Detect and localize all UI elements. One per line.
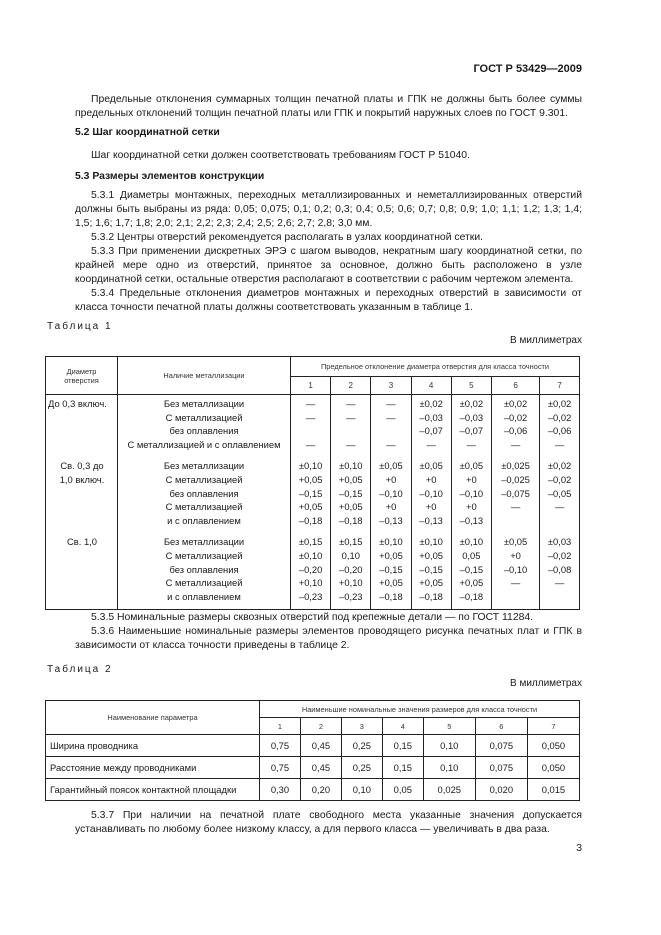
value-line: –0,15: [419, 563, 443, 575]
header-diameter: Диаметр отверстия: [46, 357, 118, 395]
metallization-line: и с оплавлением: [167, 514, 241, 526]
value-line: –0,075: [501, 487, 530, 499]
value-line: –0,15: [459, 563, 484, 575]
value-cell: [411, 457, 451, 533]
value-line: ±0,10: [459, 536, 484, 548]
class-header: 1: [291, 377, 331, 395]
value-line: +0,10: [298, 577, 323, 589]
value-line: +0: [385, 473, 397, 485]
value-line: [492, 590, 539, 604]
class-header: 6: [491, 377, 539, 395]
value-cell: [491, 457, 539, 533]
metallization-line: С металлизацией и с оплавлением: [127, 438, 281, 450]
value-line: —: [510, 438, 521, 450]
paragraph-5-3-4: 5.3.4 Предельные отклонения диаметров монтажных и переходных отверстий в зависимости от класса точности печатной платы должны соответствовать указанным в таблице 1.: [75, 288, 582, 313]
value-line: +0,05: [459, 577, 484, 589]
value-line: —: [386, 411, 396, 423]
value-line: –0,02: [547, 473, 572, 485]
value-line: —: [426, 438, 436, 450]
value-cell: [491, 395, 539, 458]
paragraph-5-3-2: 5.3.2 Центры отверстий рекомендуется располагать в узлах координатной сетки.: [91, 232, 484, 243]
class-header: 2: [331, 377, 371, 395]
table-2: [45, 700, 580, 801]
value-line: –0,18: [379, 590, 403, 602]
class-header: 5: [423, 718, 475, 735]
table-1-unit: В миллиметрах: [510, 335, 582, 346]
value-line: –0,15: [298, 487, 323, 499]
value-cell: [540, 533, 580, 609]
value-line: +0: [385, 501, 397, 513]
value-cell: [291, 457, 331, 533]
table-2-caption: Таблица 2: [47, 664, 113, 675]
value-cell: [540, 457, 580, 533]
value-line: +0: [425, 501, 437, 513]
value-cell: [451, 395, 491, 458]
metallization-cell: [118, 457, 291, 533]
value-line: —: [466, 438, 477, 450]
value-line: –0,23: [298, 590, 323, 602]
metallization-line: С металлизацией: [165, 577, 243, 589]
value-line: [291, 424, 330, 438]
value-line: –0,08: [547, 563, 572, 575]
value-line: –0,10: [459, 487, 484, 499]
value-line: –0,18: [459, 590, 484, 602]
value-line: [540, 590, 579, 604]
value-cell: 0,015: [527, 779, 579, 801]
value-line: —: [554, 577, 565, 589]
value-line: –0,10: [419, 487, 443, 499]
value-cell: [411, 395, 451, 458]
value-cell: [291, 533, 331, 609]
diameter-cell: [46, 457, 118, 533]
class-header: 4: [411, 377, 451, 395]
value-line: ±0,02: [547, 398, 572, 409]
value-line: –0,15: [339, 487, 363, 499]
metallization-line: С металлизацией: [165, 473, 243, 485]
value-cell: 0,10: [423, 757, 475, 779]
value-line: ±0,05: [419, 460, 443, 472]
value-line: ±0,03: [547, 536, 572, 548]
diameter-line: Св. 0,3 до: [60, 460, 104, 472]
value-line: +0: [465, 473, 477, 485]
class-header: 3: [371, 377, 411, 395]
value-line: 0,05: [462, 549, 481, 561]
value-cell: [451, 457, 491, 533]
page-number: 3: [576, 843, 582, 854]
metallization-line: С металлизацией: [165, 411, 243, 423]
document-id: ГОСТ Р 53429—2009: [473, 63, 582, 75]
value-line: –0,02: [547, 411, 572, 423]
value-cell: [291, 395, 331, 458]
table-1-caption: Таблица 1: [47, 321, 113, 332]
class-header: 1: [260, 718, 301, 735]
value-cell: [451, 533, 491, 609]
value-line: –0,03: [419, 411, 443, 423]
value-line: ±0,025: [501, 460, 530, 472]
value-line: ±0,15: [298, 536, 323, 548]
table-row: [46, 757, 580, 779]
value-cell: [371, 457, 411, 533]
value-line: +0,05: [379, 549, 403, 561]
metallization-line: без оплавления: [169, 563, 239, 575]
value-line: [331, 424, 370, 438]
header-metallization: Наличие металлизации: [118, 357, 291, 395]
value-line: —: [305, 398, 316, 409]
diameter-line: 1,0 включ.: [59, 473, 105, 485]
metallization-line: Без металлизации: [163, 398, 245, 409]
value-line: ±0,02: [459, 398, 484, 409]
value-line: –0,18: [339, 514, 363, 526]
value-line: —: [510, 501, 521, 513]
value-line: —: [305, 438, 316, 450]
value-cell: [540, 395, 580, 458]
value-line: ±0,15: [339, 536, 363, 548]
paragraph-5-3-7: 5.3.7 При наличии на печатной плате свободного места указанные значения допускается устанавливать по любому более низкому классу, а для первого класса — увеличивать в два раза.: [75, 810, 582, 835]
value-cell: 0,75: [260, 757, 301, 779]
header-deviation-group: Предельное отклонение диаметра отверстия для класса точности: [291, 357, 580, 377]
value-line: –0,23: [339, 590, 363, 602]
value-line: ±0,10: [339, 460, 363, 472]
value-line: –0,025: [501, 473, 530, 485]
value-line: +0: [465, 501, 477, 513]
class-header: 2: [300, 718, 341, 735]
parameter-name: Ширина проводника: [46, 735, 260, 757]
class-header: 6: [475, 718, 527, 735]
table-row-group: [46, 533, 580, 609]
value-line: [492, 514, 539, 528]
metallization-line: С металлизацией: [165, 549, 243, 561]
diameter-line: Св. 1,0: [67, 536, 97, 548]
table-row: [46, 779, 580, 801]
value-line: –0,07: [459, 425, 484, 437]
paragraph-5-3-1: 5.3.1 Диаметры монтажных, переходных металлизированных и неметаллизированных отверстий должны быть выбраны из ряда: 0,05; 0,075; 0,1; 0,2; 0,3; 0,4; 0,5; 0,6; 0,7; 0,8; 0,9; 1,0; 1,1; 1,2; 1,3; 1,4; 1,5; 1,6; 1,7; 1,8; 2,0; 2,1; 2,2; 2,3; 2,4; 2,5; 2,6; 2,7; 2,8; 3,0 мм.: [75, 190, 582, 229]
intro-paragraph: [75, 93, 582, 121]
value-line: —: [346, 411, 356, 423]
value-line: —: [386, 398, 396, 409]
value-cell: 0,020: [475, 779, 527, 801]
header-parameter: Наименование параметра: [46, 701, 260, 735]
value-line: +0,05: [419, 577, 444, 589]
value-line: [540, 514, 579, 528]
value-cell: [371, 533, 411, 609]
value-line: —: [554, 501, 565, 513]
value-line: ±0,10: [298, 460, 323, 472]
value-line: –0,13: [379, 514, 403, 526]
value-line: –0,10: [503, 563, 528, 575]
metallization-line: без оплавления: [169, 487, 239, 499]
value-cell: [331, 395, 371, 458]
value-cell: 0,15: [382, 735, 423, 757]
value-line: —: [346, 398, 356, 409]
value-cell: [371, 395, 411, 458]
metallization-cell: [118, 533, 291, 609]
metallization-line: без оплавления: [169, 425, 239, 437]
value-cell: 0,075: [475, 735, 527, 757]
value-cell: 0,075: [475, 757, 527, 779]
value-cell: [411, 533, 451, 609]
value-line: ±0,05: [459, 460, 484, 472]
value-cell: 0,025: [423, 779, 475, 801]
value-line: ±0,10: [298, 549, 323, 561]
value-cell: 0,10: [423, 735, 475, 757]
value-line: —: [346, 438, 356, 450]
diameter-cell: [46, 395, 118, 458]
table-2-unit: В миллиметрах: [510, 678, 582, 689]
value-line: –0,13: [419, 514, 443, 526]
table-row-group: [46, 395, 580, 458]
value-line: —: [554, 438, 565, 450]
value-line: –0,13: [459, 514, 484, 526]
value-line: –0,20: [298, 563, 323, 575]
class-header: 4: [382, 718, 423, 735]
value-cell: 0,25: [341, 735, 382, 757]
value-cell: [331, 533, 371, 609]
value-line: [371, 424, 410, 438]
metallization-line: С металлизацией: [165, 501, 243, 513]
value-line: –0,06: [547, 425, 572, 437]
table-row-group: [46, 457, 580, 533]
value-cell: 0,25: [341, 757, 382, 779]
table-row: [46, 735, 580, 757]
value-line: –0,02: [547, 549, 572, 561]
value-line: +0,05: [419, 549, 444, 561]
value-line: ±0,10: [419, 536, 443, 548]
value-line: 0,10: [341, 549, 360, 561]
value-cell: 0,45: [300, 735, 341, 757]
value-line: +0,05: [338, 501, 363, 513]
parameter-name: Расстояние между проводниками: [46, 757, 260, 779]
value-line: ±0,05: [379, 460, 403, 472]
value-line: +0: [425, 473, 437, 485]
value-cell: 0,20: [300, 779, 341, 801]
value-line: –0,03: [459, 411, 484, 423]
value-line: –0,02: [503, 411, 528, 423]
value-cell: 0,10: [341, 779, 382, 801]
diameter-line: До 0,3 включ.: [48, 398, 107, 409]
value-line: +0,05: [298, 501, 323, 513]
value-line: –0,07: [419, 425, 443, 437]
value-line: –0,18: [419, 590, 443, 602]
value-cell: 0,75: [260, 735, 301, 757]
section-5-3-7: [75, 809, 582, 837]
paragraph-text: Предельные отклонения суммарных толщин печатной платы и ГПК не должны быть более суммы предельных отклонений толщин печатной платы или ГПК и покрытий наружных слоев по ГОСТ 9.301.: [75, 94, 582, 119]
value-line: —: [305, 411, 316, 423]
value-line: ±0,02: [419, 398, 443, 409]
parameter-name: Гарантийный поясок контактной площадки: [46, 779, 260, 801]
paragraph-5-3-3: 5.3.3 При применении дискретных ЭРЭ с шагом выводов, некратным шагу координатной сетки, по крайней мере одно из отверстий, принятое за основное, должно быть расположено в узле координатной сетки, остальные отверстия располагают в соответствии с рабочим чертежом элемента.: [75, 246, 582, 285]
section-5-3-5-6: [75, 611, 582, 653]
value-cell: 0,05: [382, 779, 423, 801]
section-5-3-heading: 5.3 Размеры элементов конструкции: [75, 171, 265, 182]
metallization-line: Без металлизации: [163, 536, 245, 548]
value-line: —: [510, 577, 521, 589]
class-header: 5: [451, 377, 491, 395]
value-cell: 0,050: [527, 735, 579, 757]
value-cell: [491, 533, 539, 609]
value-line: –0,18: [298, 514, 323, 526]
value-cell: 0,050: [527, 757, 579, 779]
value-line: +0: [510, 549, 521, 561]
value-line: –0,06: [503, 425, 528, 437]
diameter-cell: [46, 533, 118, 609]
value-cell: 0,15: [382, 757, 423, 779]
value-line: ±0,10: [379, 536, 403, 548]
value-line: +0,05: [338, 473, 363, 485]
metallization-cell: [118, 395, 291, 458]
value-line: ±0,05: [503, 536, 528, 548]
value-line: ±0,02: [547, 460, 572, 472]
section-5-2-heading: 5.2 Шаг координатной сетки: [75, 127, 220, 138]
section-5-3-paragraphs: [75, 189, 582, 315]
value-line: ±0,02: [503, 398, 528, 409]
metallization-line: Без металлизации: [163, 460, 245, 472]
table-1: [45, 356, 580, 610]
value-line: +0,05: [298, 473, 323, 485]
value-line: –0,05: [547, 487, 572, 499]
class-header: 7: [540, 377, 580, 395]
value-cell: 0,45: [300, 757, 341, 779]
value-line: +0,05: [379, 577, 403, 589]
value-line: –0,20: [339, 563, 363, 575]
value-line: –0,10: [379, 487, 403, 499]
paragraph-5-3-5: 5.3.5 Номинальные размеры сквозных отверстий под крепежные детали — по ГОСТ 11284.: [91, 612, 534, 623]
class-header: 3: [341, 718, 382, 735]
value-cell: 0,30: [260, 779, 301, 801]
paragraph-5-3-6: 5.3.6 Наименьшие номинальные размеры элементов проводящего рисунка печатных плат и ГПК в зависимости от класса точности приведены в таблице 2.: [75, 626, 582, 651]
value-cell: [331, 457, 371, 533]
metallization-line: и с оплавлением: [167, 590, 241, 602]
value-line: +0,10: [338, 577, 363, 589]
class-header: 7: [527, 718, 579, 735]
value-line: —: [386, 438, 396, 450]
section-5-2-text: [75, 149, 582, 163]
paragraph-text: Шаг координатной сетки должен соответствовать требованиям ГОСТ Р 51040.: [91, 150, 470, 161]
header-size-group: Наименьшие номинальные значения размеров для класса точности: [260, 701, 580, 718]
value-line: –0,15: [379, 563, 403, 575]
